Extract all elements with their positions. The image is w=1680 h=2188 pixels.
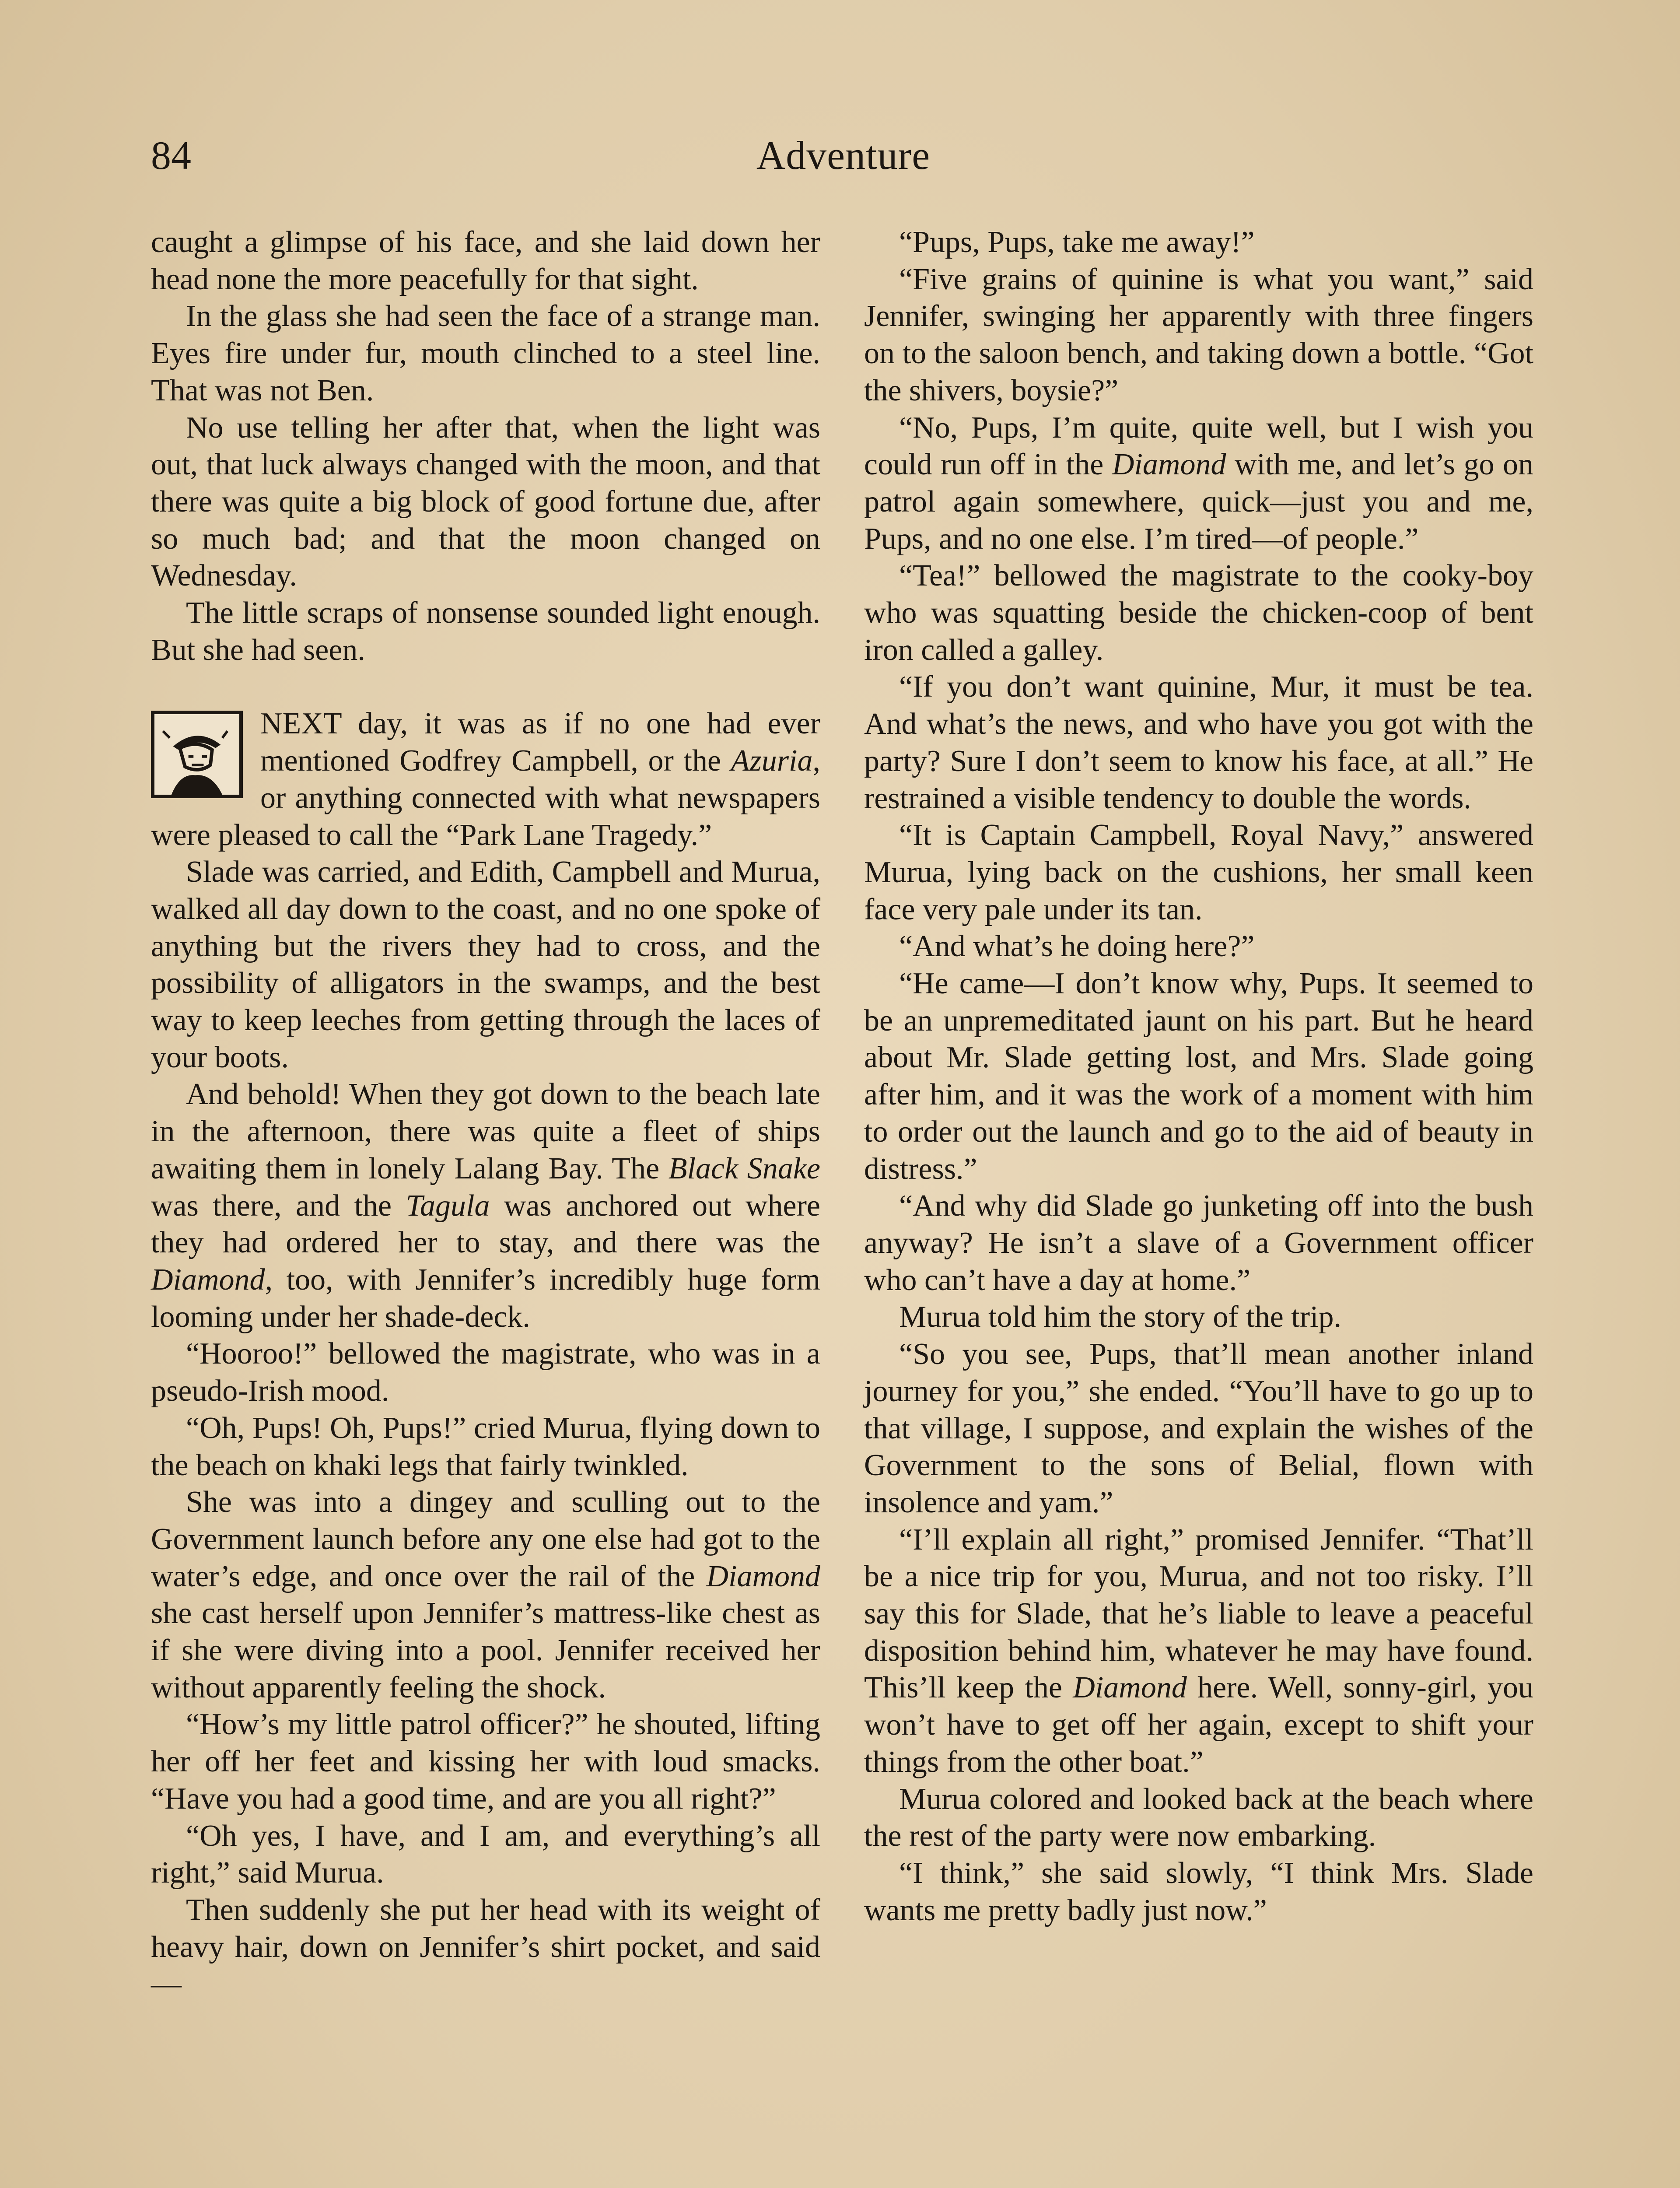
running-title: Adventure xyxy=(756,133,931,178)
section-portrait-icon xyxy=(151,711,243,798)
italic-name: Azuria xyxy=(731,744,813,778)
paragraph: “If you don’t want quinine, Mur, it must be tea. And what’s the news, and who have you got with the party? Sure I don’t seem to know his face, at all.” He restrained a visible tendency to double the words. xyxy=(864,670,1533,815)
page-number: 84 xyxy=(151,133,191,178)
paragraph: “No, Pups, I’m quite, quite well, but I wish you could run off in the Diamond with me, and let’s go on patrol again somewhere, quick—just you and me, Pups, and no one else. I’m tired—of people.” xyxy=(864,410,1533,556)
paragraph: The little scraps of nonsense sounded light enough. But she had seen. xyxy=(151,596,820,667)
paragraph: “So you see, Pups, that’ll mean another inland journey for you,” she ended. “You’ll have to go up to that village, I suppose, and explain the wishes of the Government to the sons of Belial, flown with insolence and yam.” xyxy=(864,1337,1533,1519)
paragraph: No use telling her after that, when the light was out, that luck always changed with the moon, and that there was quite a big block of good fortune due, after so much bad; and that the moon changed on Wednesday. xyxy=(151,410,820,593)
paragraph: She was into a dingey and sculling out to the Government launch before any one else had got to the water’s edge, and once over the rail of the Diamond she cast herself upon Jennifer’s mattress-like chest as if she were diving into a pool. Jennifer received her without apparently feeling the shock. xyxy=(151,1485,820,1704)
paragraph: “And what’s he doing here?” xyxy=(899,929,1255,964)
left-column xyxy=(151,224,820,2003)
paragraph: “Tea!” bellowed the magistrate to the cooky-boy who was squatting beside the chicken-coop of bent iron called a galley. xyxy=(864,559,1533,667)
paragraph: “How’s my little patrol officer?” he shouted, lifting her off her feet and kissing her with loud smacks. “Have you had a good time, and are you all right?” xyxy=(151,1708,820,1816)
italic-name: Diamond xyxy=(706,1559,820,1593)
paragraph: Slade was carried, and Edith, Campbell and Murua, walked all day down to the coast, and no one spoke of anything but the rivers they had to cross, and the possibility of alligators in the swamps, and the best way to keep leeches from getting through the laces of your boots. xyxy=(151,855,820,1074)
paragraph: “Oh, Pups! Oh, Pups!” cried Murua, flying down to the beach on khaki legs that fairly twinkled. xyxy=(151,1411,820,1482)
italic-name: Tagula xyxy=(406,1189,490,1223)
italic-name: Diamond xyxy=(1112,448,1226,482)
paragraph: “I think,” she said slowly, “I think Mrs. Slade wants me pretty badly just now.” xyxy=(864,1856,1533,1927)
right-column xyxy=(864,224,1533,1929)
paragraph: “He came—I don’t know why, Pups. It seemed to be an unpremeditated jaunt on his part. But he heard about Mr. Slade getting lost, and Mrs. Slade going after him, and it was the work of a moment with him to order out the launch and go to the aid of beauty in distress.” xyxy=(864,967,1533,1186)
paragraph: Murua colored and looked back at the beach where the rest of the party were now embarking. xyxy=(864,1782,1533,1853)
paragraph: Then suddenly she put her head with its weight of heavy hair, down on Jennifer’s shirt pocket, and said— xyxy=(151,1893,820,2001)
italic-name: Black Snake xyxy=(668,1151,820,1185)
italic-name: Diamond xyxy=(1073,1671,1187,1705)
paragraph: “Pups, Pups, take me away!” xyxy=(899,225,1255,259)
paragraph: NEXT day, it was as if no one had ever mentioned Godfrey Campbell, or the Azuria, or anything connected with what newspapers were pleased to call the “Park Lane Tragedy.” xyxy=(151,707,820,852)
page-header xyxy=(151,127,1536,184)
section-start xyxy=(151,705,820,854)
paragraph: In the glass she had seen the face of a strange man. Eyes fire under fur, mouth clinched to a steel line. That was not Ben. xyxy=(151,299,820,407)
paragraph: “I’ll explain all right,” promised Jennifer. “That’ll be a nice trip for you, Murua, and not too risky. I’ll say this for Slade, that he’s liable to leave a peaceful disposition behind him, whatever he may have found. This’ll keep the Diamond here. Well, sonny-girl, you won’t have to get off her again, except to shift your things from the other boat.” xyxy=(864,1522,1534,1779)
paragraph: caught a glimpse of his face, and she laid down her head none the more peacefully for that sight. xyxy=(151,225,820,296)
paragraph: Murua told him the story of the trip. xyxy=(899,1300,1341,1334)
paragraph: “Hooroo!” bellowed the magistrate, who was in a pseudo-Irish mood. xyxy=(151,1337,820,1408)
paragraph: And behold! When they got down to the beach late in the afternoon, there was quite a fleet of ships awaiting them in lonely Lalang Bay. The Black Snake was there, and the Tagula was anchored out where they had ordered her to stay, and there was the Diamond, too, with Jennifer’s incredibly huge form looming under her shade-deck. xyxy=(151,1077,820,1334)
paragraph: “Oh yes, I have, and I am, and everything’s all right,” said Murua. xyxy=(151,1819,820,1890)
paragraph: “It is Captain Campbell, Royal Navy,” answered Murua, lying back on the cushions, her small keen face very pale under its tan. xyxy=(864,818,1533,926)
italic-name: Diamond xyxy=(151,1262,265,1297)
paragraph: “Five grains of quinine is what you want,” said Jennifer, swinging her apparently with three fingers on to the saloon bench, and taking down a bottle. “Got the shivers, boysie?” xyxy=(864,262,1533,407)
paragraph: “And why did Slade go junketing off into the bush anyway? He isn’t a slave of a Government officer who can’t have a day at home.” xyxy=(864,1189,1533,1297)
